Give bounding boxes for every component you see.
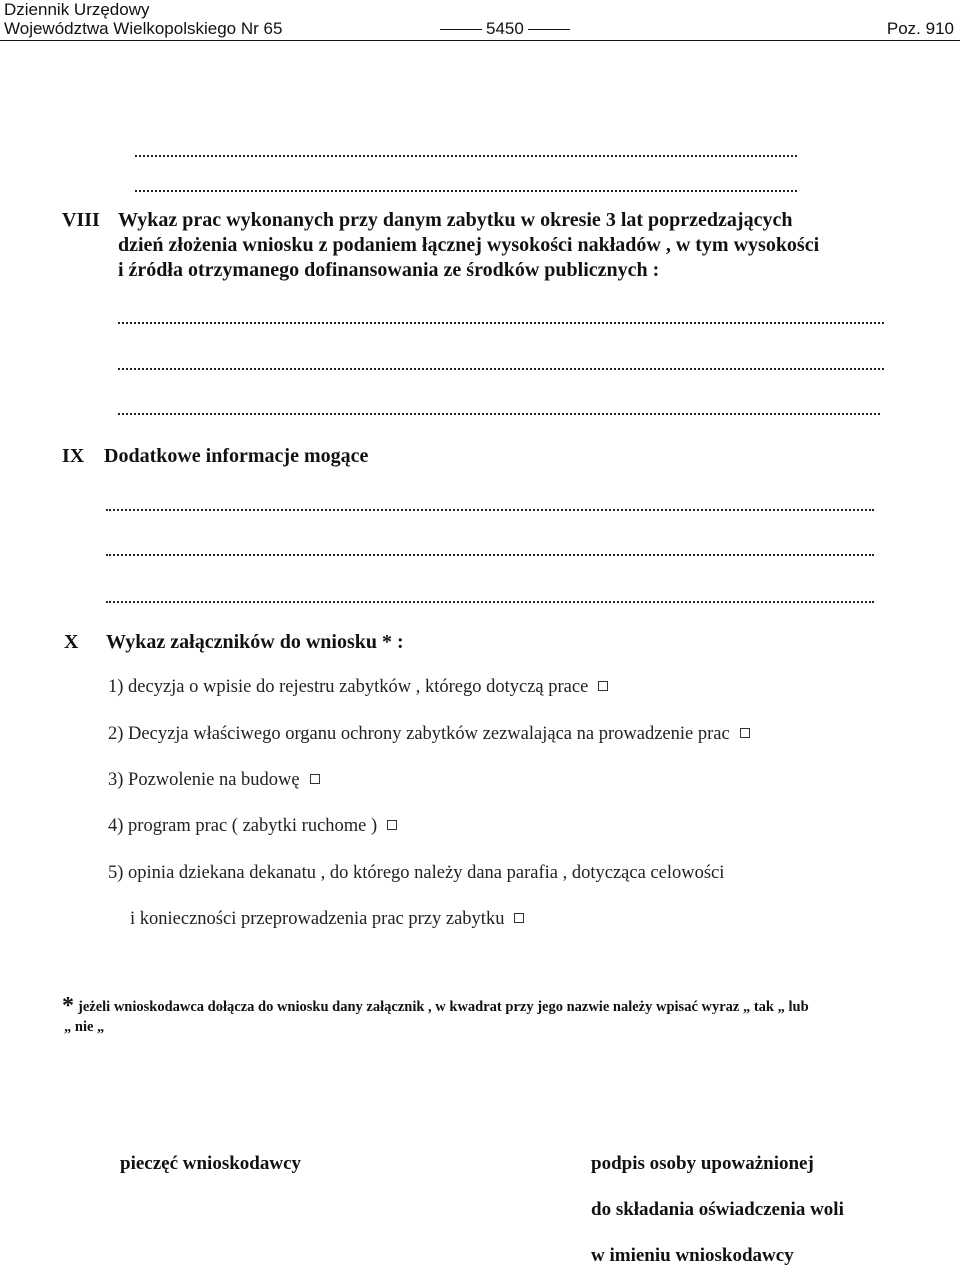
signature-authorized-line3: w imieniu wnioskodawcy (591, 1245, 794, 1266)
section-ix-answer-line[interactable] (106, 601, 874, 603)
signature-authorized-line1: podpis osoby upoważnionej (591, 1153, 814, 1174)
section-viii-answer-line[interactable] (118, 413, 880, 415)
page-number (436, 20, 574, 38)
section-viii-number: VIII (62, 209, 100, 231)
header-rule (0, 40, 960, 41)
footnote-line2: „ nie „ (64, 1019, 105, 1035)
checkbox-attachment-5[interactable] (514, 913, 524, 923)
checkbox-attachment-4[interactable] (387, 820, 397, 830)
section-viii-answer-line[interactable] (118, 368, 884, 370)
publication-title-line2: Województwa Wielkopolskiego Nr 65 (4, 19, 283, 38)
section-ix-answer-line[interactable] (106, 509, 874, 511)
dotted-line (135, 190, 797, 192)
checkbox-attachment-3[interactable] (310, 774, 320, 784)
attachment-item-3-label: 3) Pozwolenie na budowę (108, 770, 300, 790)
attachment-item-5-continuation-label: i konieczności przeprowadzenia prac przy zabytku (130, 909, 505, 929)
signature-authorized-line2: do składania oświadczenia woli (591, 1199, 844, 1220)
section-viii-line2: dzień złożenia wniosku z podaniem łącznej wysokości nakładów , w tym wysokości (118, 234, 820, 256)
attachment-item-5 (108, 863, 724, 884)
attachment-item-1-label: 1) decyzja o wpisie do rejestru zabytków , którego dotyczą prace (108, 677, 589, 697)
checkbox-attachment-1[interactable] (598, 681, 608, 691)
attachment-item-5-label: 5) opinia dziekana dekanatu , do którego należy dana parafia , dotycząca celowości (108, 863, 725, 883)
section-x-title: Wykaz załączników do wniosku * : (106, 631, 404, 653)
attachment-item-2-label: 2) Decyzja właściwego organu ochrony zabytków zezwalająca na prowadzenie prac (108, 724, 730, 744)
dash-right (528, 29, 570, 30)
attachment-item-1 (108, 677, 608, 698)
section-viii-answer-line[interactable] (118, 322, 884, 324)
section-ix-number: IX (62, 445, 85, 467)
publication-title-line1: Dziennik Urzędowy (4, 0, 150, 19)
position-number: Poz. 910 (886, 19, 954, 38)
section-viii-line1: Wykaz prac wykonanych przy danym zabytku w okresie 3 lat poprzedzających (118, 209, 793, 231)
attachment-item-5-continuation (130, 909, 524, 930)
footnote-asterisk: * (62, 993, 74, 1019)
attachment-item-3 (108, 770, 320, 791)
checkbox-attachment-2[interactable] (740, 728, 750, 738)
page-number-value: 5450 (486, 19, 524, 38)
section-ix-title: Dodatkowe informacje mogące (104, 445, 369, 467)
section-viii-line3: i źródła otrzymanego dofinansowania ze środków publicznych : (118, 259, 660, 281)
dotted-line (135, 155, 797, 157)
dash-left (440, 29, 482, 30)
attachment-item-2 (108, 724, 750, 745)
section-x-number: X (64, 631, 79, 653)
attachment-item-4 (108, 816, 397, 837)
attachment-item-4-label: 4) program prac ( zabytki ruchome ) (108, 816, 378, 836)
footnote-line1: jeżeli wnioskodawca dołącza do wniosku dany załącznik , w kwadrat przy jego nazwie należy wpisać wyraz „ tak „ lub (78, 999, 809, 1015)
section-ix-answer-line[interactable] (106, 554, 874, 556)
signature-stamp-label: pieczęć wnioskodawcy (120, 1153, 302, 1174)
